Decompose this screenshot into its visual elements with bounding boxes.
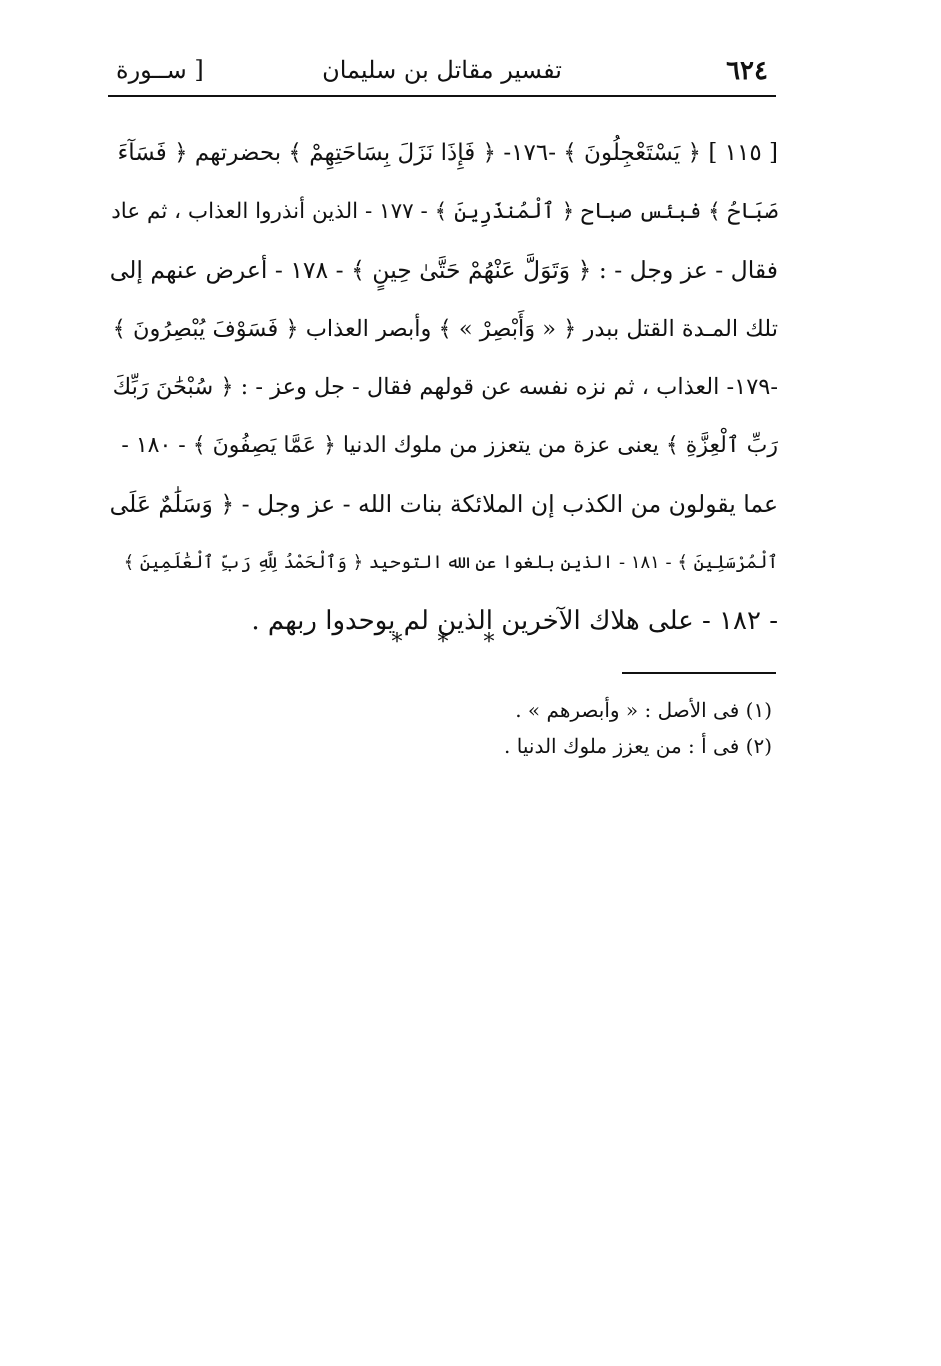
text-line-9: - ١٨٢ - على هلاك الآخرين الذين لم يوحدوا ربهم . <box>251 606 778 636</box>
footnote-1: (١) فى الأصل : « وأبصرهم » . <box>515 698 772 722</box>
main-text <box>110 124 778 651</box>
footnote-2: (٢) فى أ : من يعزز ملوك الدنيا . <box>504 734 772 758</box>
text-line-2: صَبَاحُ ﴾ فبئس صباح ﴿ ٱلْمُنذَرِينَ ﴾ - ١٧٧ - الذين أنذروا العذاب ، ثم عاد <box>111 198 778 224</box>
footnote-rule <box>622 672 776 674</box>
section-separator: * * * <box>391 630 509 655</box>
footnotes <box>380 692 772 764</box>
text-line-6: رَبِّ ٱلْعِزَّةِ ﴾ يعنى عزة من يتعزز من ملوك الدنيا ﴿ عَمَّا يَصِفُونَ ﴾ - ١٨٠ - <box>121 432 778 458</box>
text-line-4: تلك المـدة القتل ببدر ﴿ « وَأَبْصِرْ » ﴾ وأبصر العذاب ﴿ فَسَوْفَ يُبْصِرُونَ ﴾ <box>112 315 778 342</box>
text-line-3: فقال - عز وجل - : ﴿ وَتَوَلَّ عَنْهُمْ حَتَّىٰ حِينٍ ﴾ - ١٧٨ - أعرض عنهم إلى <box>110 256 778 284</box>
running-title: تفسير مقاتل بن سليمان <box>322 56 562 84</box>
text-line-1: [ ١١٥ ] ﴿ يَسْتَعْجِلُونَ ﴾ -١٧٦- ﴿ فَإِذَا نَزَلَ بِسَاحَتِهِمْ ﴾ بحضرتهم ﴿ فَسَآءَ <box>117 140 778 166</box>
surah-label: [ ســورة <box>116 56 204 84</box>
text-line-7: عما يقولون من الكذب إن الملائكة بنات الله - عز وجل - ﴿ وَسَلَٰمٌ عَلَى <box>110 490 778 518</box>
text-line-8: ٱلْمُرْسَلِينَ ﴾ - ١٨١ - الذين بلغوا عن الله التوحيد ﴿ وَٱلْحَمْدُ لِلَّهِ رَبِّ ٱلْعَٰلَمِينَ ﴾ <box>123 551 778 573</box>
header-rule <box>108 95 776 97</box>
text-line-5: -١٧٩- العذاب ، ثم نزه نفسه عن قولهم فقال - جل وعز - : ﴿ سُبْحَٰنَ رَبِّكَ <box>112 374 778 400</box>
page-header <box>108 48 776 92</box>
page-number: ٦٢٤ <box>726 56 768 86</box>
